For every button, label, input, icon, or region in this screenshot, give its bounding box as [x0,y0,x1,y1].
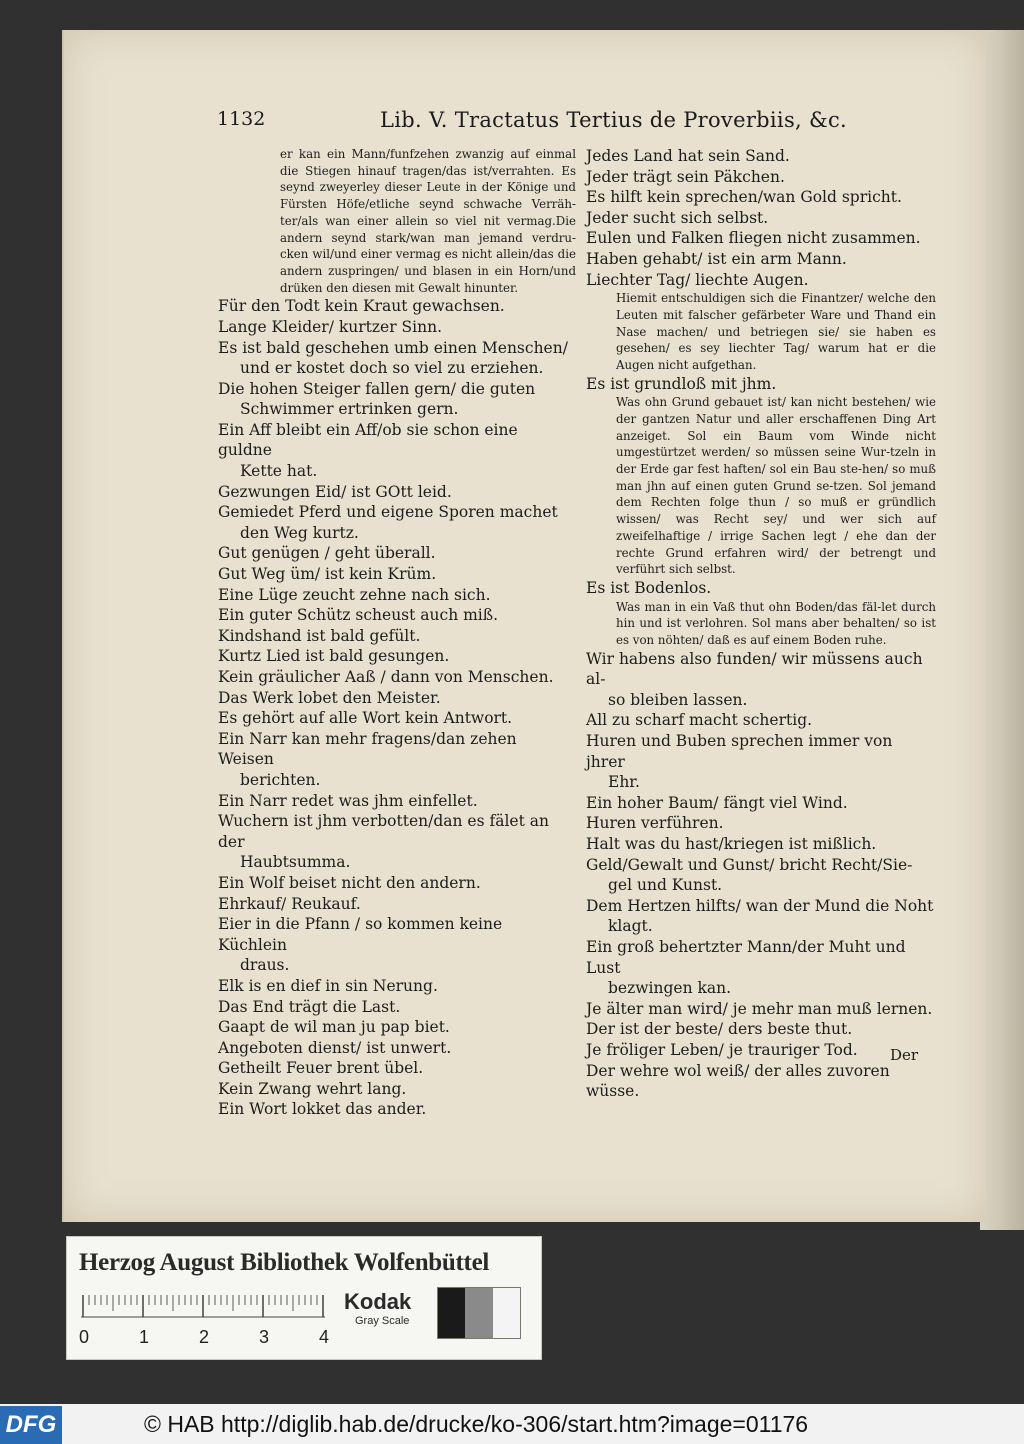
proverb-entry [586,167,936,188]
proverb-entry [586,578,936,599]
proverb-line: Gut genügen / geht überall. [218,544,436,563]
proverb-entry [218,997,576,1018]
copyright-link[interactable]: © HAB http://diglib.hab.de/drucke/ko-306/start.htm?image=01176 [144,1411,809,1437]
proverb-entry [586,1040,936,1061]
proverb-line: den Weg kurtz. [240,523,359,542]
left-text-column [218,146,576,1120]
ruler-number: 1 [139,1327,150,1347]
proverb-line: Gaapt de wil man ju pap biet. [218,1018,450,1037]
proverb-line: Ein Aff bleibt ein Aff/ob sie schon eine guldne [218,420,518,460]
proverb-line: Dem Hertzen hilfts/ wan der Mund die Noht [586,896,934,915]
proverb-entry [586,896,936,937]
proverb-line: so bleiben lassen. [608,690,748,709]
proverb-line: Eulen und Falken fliegen nicht zusammen. [586,229,921,248]
proverb-line: Jedes Land hat sein Sand. [586,147,790,165]
proverb-line: Es gehört auf alle Wort kein Antwort. [218,709,513,728]
proverb-line: Kette hat. [240,462,318,481]
running-title: Lib. V. Tractatus Tertius de Proverbiis, &c. [380,108,847,132]
proverb-entry [218,1058,576,1079]
proverb-entry [218,605,576,626]
proverb-entry [218,667,576,688]
proverb-line: Lange Kleider/ kurtzer Sinn. [218,317,443,336]
gray-patch [465,1288,492,1338]
proverb-entry [218,708,576,729]
proverb-entry [218,914,576,976]
proverb-line: klagt. [608,917,653,936]
proverb-line: Kindshand ist bald gefült. [218,626,421,645]
proverb-line: Das Werk lobet den Meister. [218,688,441,707]
proverb-entry [586,228,936,249]
proverb-entry [586,937,936,999]
proverb-line: Liechter Tag/ liechte Augen. [586,270,809,289]
proverb-entry [218,420,576,482]
proverb-line: Geld/Gewalt und Gunst/ bricht Recht/Sie- [586,855,913,874]
commentary-note: Was man in ein Vaß thut ohn Boden/das fäl-let durch hin und ist verlohren. Sol mans aber behalten/ so ist es von nöhten/ daß es auf einem Boden ruhe. [616,599,936,647]
proverb-line: Ein Wolf beiset nicht den andern. [218,873,481,892]
proverb-entry [218,296,576,317]
proverb-line: Ehrkauf/ Reukauf. [218,894,361,913]
kodak-brand: Kodak [344,1289,412,1314]
library-name: Herzog August Bibliothek Wolfenbüttel [79,1249,490,1276]
proverb-entry [586,270,936,291]
proverb-line: Eier in die Pfann / so kommen keine Küchlein [218,915,503,954]
proverb-entry [586,813,936,834]
proverb-entry [586,834,936,855]
proverb-line: bezwingen kan. [608,979,732,998]
proverb-entry [586,855,936,896]
proverb-line: Ein groß behertzter Mann/der Muht und Lust [586,938,906,977]
proverb-line: und er kostet doch so viel zu erziehen. [240,359,544,378]
proverb-line: Kurtz Lied ist bald gesungen. [218,647,450,666]
gray-scale-label: Gray Scale [355,1315,410,1327]
proverb-line: draus. [240,956,290,975]
proverb-entry [586,146,936,167]
proverb-entry [218,1099,576,1120]
proverb-entry [218,811,576,873]
proverb-line: gel und Kunst. [608,876,723,895]
proverb-line: Das End trägt die Last. [218,997,401,1016]
proverb-entry [586,999,936,1020]
proverb-line: Huren verführen. [586,814,724,833]
ruler-number: 2 [199,1327,210,1347]
proverb-entry [218,1038,576,1059]
proverb-entry [218,894,576,915]
proverb-entry [218,338,576,379]
proverb-entry [218,502,576,543]
ruler-scale [75,1291,337,1349]
proverb-entry [218,791,576,812]
proverb-entry [218,976,576,997]
proverb-entry [586,187,936,208]
proverb-line: Ein Narr kan mehr fragens/dan zehen Weisen [218,729,517,769]
proverb-line: Huren und Buben sprechen immer von jhrer [586,732,893,771]
facing-page-edge [980,30,1024,1230]
proverb-line: Wuchern ist jhm verbotten/dan es fälet an der [218,812,549,851]
proverb-entry [218,873,576,894]
gray-patch [438,1288,465,1338]
proverb-entry [586,208,936,229]
proverb-line: Schwimmer ertrinken gern. [240,400,459,419]
proverb-line: Halt was du hast/kriegen ist mißlich. [586,835,877,854]
proverb-line: Ein hoher Baum/ fängt viel Wind. [586,793,848,812]
commentary-note: Was ohn Grund gebauet ist/ kan nicht bestehen/ wie der gantzen Natur und aller erschaffenen Ding Art anzeiget. Sol ein Baum vom Winde nicht umgestürtzet werden/ so müssen seine Wur-tzeln in der Erde gar fest haften/ sol ein Bau ste-hen/ so muß man jhn auf einen guten Grund se-tzen. Sol jemand dem Rechten folge thun / so muß er gründlich wissen/ was Recht sey/ und wer sich auf zweifelhaftige / irrige Sachen legt / ehe dan der rechte Grund erfahren wird/ der betrengt und verführt sich selbst. [616,395,936,577]
proverb-entry [218,543,576,564]
gray-patch [493,1288,520,1338]
dfg-logo: DFG [0,1406,62,1444]
proverb-entry [586,649,936,711]
proverb-entry [586,374,936,395]
proverb-entry [218,1017,576,1038]
proverb-line: Angeboten dienst/ ist unwert. [218,1038,452,1057]
proverb-entry [586,249,936,270]
gray-scale-patches [437,1287,521,1339]
proverb-entry [218,626,576,647]
proverb-entry [586,793,936,814]
proverb-line: Wir habens also funden/ wir müssens auch al- [586,649,923,689]
proverb-entry [218,729,576,791]
commentary-note: Hiemit entschuldigen sich die Finantzer/ welche den Leuten mit falscher gefärbeter Ware und Thand ein Nase machen/ und betriegen sie/ sie haben es gesehen/ es sey liechter Tag/ warum hat er die Augen nicht aufgethan. [616,291,936,372]
proverb-entry [218,482,576,503]
proverb-line: Kein gräulicher Aaß / dann von Menschen. [218,668,554,687]
proverb-line: Es ist grundloß mit jhm. [586,374,777,393]
ruler-number: 4 [319,1327,330,1347]
proverb-line: Jeder trägt sein Päkchen. [586,167,785,186]
proverb-line: Je älter man wird/ je mehr man muß lernen. [586,999,933,1018]
ruler-number: 0 [79,1327,90,1347]
proverb-line: All zu scharf macht schertig. [586,711,813,730]
proverb-line: Ein Wort lokket das ander. [218,1100,427,1119]
proverb-line: Jeder sucht sich selbst. [586,208,769,227]
proverb-entry [218,564,576,585]
proverb-line: berichten. [240,770,321,789]
proverb-entry [586,731,936,793]
proverb-line: Haben gehabt/ ist ein arm Mann. [586,249,847,268]
proverb-line: Die hohen Steiger fallen gern/ die guten [218,379,536,398]
proverb-line: Elk is en dief in sin Nerung. [218,976,438,995]
proverb-line: Je fröliger Leben/ je trauriger Tod. [586,1040,858,1059]
proverb-line: Gezwungen Eid/ ist GOtt leid. [218,482,452,501]
proverb-line: Es ist bald geschehen umb einen Menschen/ [218,338,568,357]
proverb-entry [218,317,576,338]
proverb-line: Es hilft kein sprechen/wan Gold spricht. [586,188,902,207]
right-text-column [586,146,936,1102]
proverb-line: Für den Todt kein Kraut gewachsen. [218,297,505,316]
catchword: Der [890,1046,919,1064]
proverb-entry [586,1019,936,1040]
proverb-line: Der ist der beste/ ders beste thut. [586,1020,853,1039]
proverb-line: Haubtsumma. [240,853,351,872]
proverb-entry [218,1079,576,1100]
proverb-line: Getheilt Feuer brent übel. [218,1059,424,1078]
proverb-line: Ein Narr redet was jhm einfellet. [218,791,478,810]
proverb-entry [586,1061,936,1102]
proverb-entry [218,688,576,709]
library-color-card [66,1236,542,1360]
ruler-number: 3 [259,1327,270,1347]
proverb-entry [218,585,576,606]
proverb-entry [586,710,936,731]
commentary-note: er kan ein Mann/funfzehen zwanzig auf einmal die Stiegen hinauf tragen/das ist/verrahten. Es seynd zweyerley dieser Leute in der Könige und Fürsten Höfe/etliche seynd schwache Verräh-ter/als wan einer allein so viel nit vermag.Die andern seynd stark/wan man jemand verdru-cken wil/und einer vermag es nicht allein/das die andern zuspringen/ und blasen in ein Horn/und drüken den diesen mit Gewalt hinunter. [280,147,576,295]
page-number: 1132 [217,108,266,130]
proverb-line: Gemiedet Pferd und eigene Sporen machet [218,503,558,522]
proverb-line: Der wehre wol weiß/ der alles zuvoren wüsse. [586,1061,890,1101]
proverb-line: Ehr. [608,773,640,792]
proverb-line: Kein Zwang wehrt lang. [218,1079,407,1098]
proverb-entry [218,379,576,420]
proverb-line: Ein guter Schütz scheust auch miß. [218,606,499,625]
proverb-entry [218,646,576,667]
proverb-line: Es ist Bodenlos. [586,579,712,597]
proverb-line: Gut Weg üm/ ist kein Krüm. [218,565,437,584]
proverb-line: Eine Lüge zeucht zehne nach sich. [218,585,491,604]
